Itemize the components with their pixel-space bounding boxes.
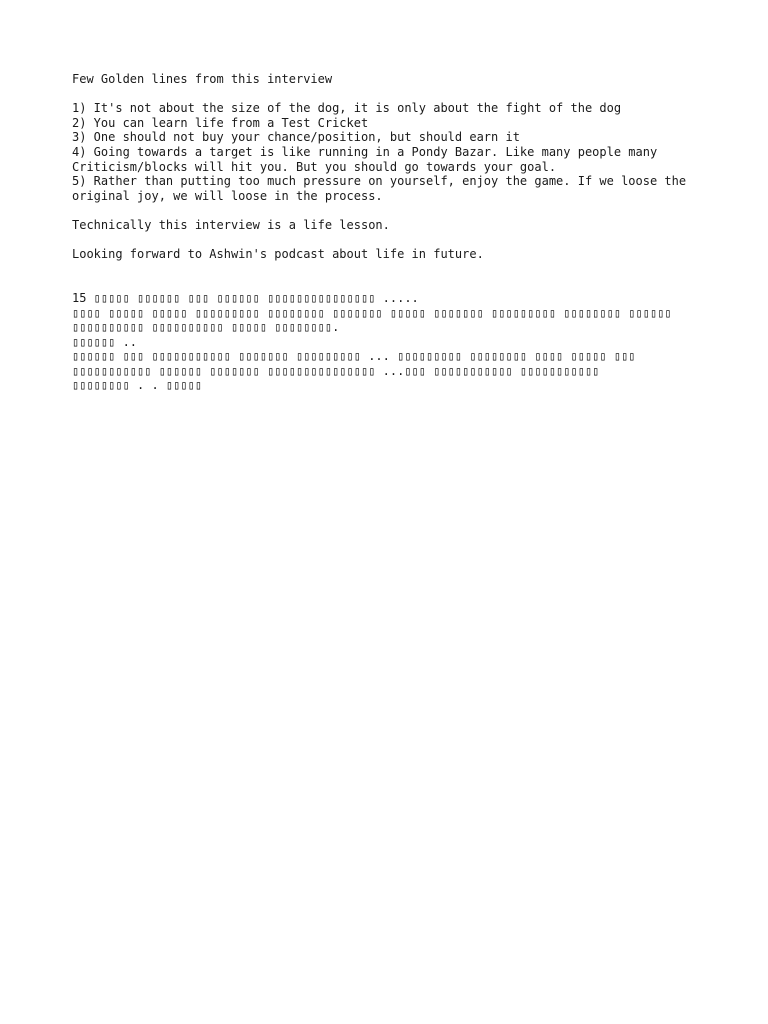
tamil-line-2: ▯▯▯▯ ▯▯▯▯▯ ▯▯▯▯▯ ▯▯▯▯▯▯▯▯▯ ▯▯▯▯▯▯▯▯ ▯▯▯▯▯▯▯ ▯▯▯▯▯ ▯▯▯▯▯▯▯ ▯▯▯▯▯▯▯▯▯ ▯▯▯▯▯▯▯▯ ▯▯▯▯▯▯ ▯▯▯▯▯▯▯▯▯▯ ▯▯▯▯▯▯▯▯▯▯ ▯▯▯▯▯ ▯▯▯▯▯▯▯▯.	[72, 305, 679, 335]
blank-line	[72, 203, 696, 218]
summary-text: Technically this interview is a life lesson.	[72, 217, 390, 232]
point-1: 1) It's not about the size of the dog, it is only about the fight of the dog	[72, 101, 622, 116]
blank-line	[72, 233, 696, 248]
point-2: 2) You can learn life from a Test Cricket	[72, 115, 369, 130]
point-4: 4) Going towards a target is like running in a Pondy Bazar. Like many people many Criticism/blocks will hit you. But you should go towards your goal.	[72, 144, 665, 174]
point-3: 3) One should not buy your chance/position, but should earn it	[72, 130, 520, 145]
heading-text: Few Golden lines from this interview	[72, 72, 333, 86]
tamil-line-4: ▯▯▯▯▯▯ ▯▯▯ ▯▯▯▯▯▯▯▯▯▯▯ ▯▯▯▯▯▯▯ ▯▯▯▯▯▯▯▯▯ ... ▯▯▯▯▯▯▯▯▯ ▯▯▯▯▯▯▯▯ ▯▯▯▯ ▯▯▯▯▯ ▯▯▯ ▯▯▯▯▯▯▯▯▯▯▯ ▯▯▯▯▯▯ ▯▯▯▯▯▯▯ ▯▯▯▯▯▯▯▯▯▯▯▯▯▯▯ ...▯▯▯ ▯▯▯▯▯▯▯▯▯▯▯ ▯▯▯▯▯▯▯▯▯▯▯	[72, 349, 643, 378]
tamil-line-3: ▯▯▯▯▯▯ ..	[72, 334, 138, 349]
tamil-line-5: ▯▯▯▯▯▯▯▯ . . ▯▯▯▯▯	[72, 378, 203, 393]
document-body	[72, 72, 696, 393]
closing-text: Looking forward to Ashwin's podcast about life in future.	[72, 247, 484, 262]
tamil-line-1: 15 ▯▯▯▯▯ ▯▯▯▯▯▯ ▯▯▯ ▯▯▯▯▯▯ ▯▯▯▯▯▯▯▯▯▯▯▯▯▯▯ .....	[72, 290, 419, 305]
blank-line	[72, 87, 696, 102]
point-5: 5) Rather than putting too much pressure on yourself, enjoy the game. If we loose the original joy, we will loose in the process.	[72, 174, 694, 203]
blank-lines	[72, 262, 696, 291]
